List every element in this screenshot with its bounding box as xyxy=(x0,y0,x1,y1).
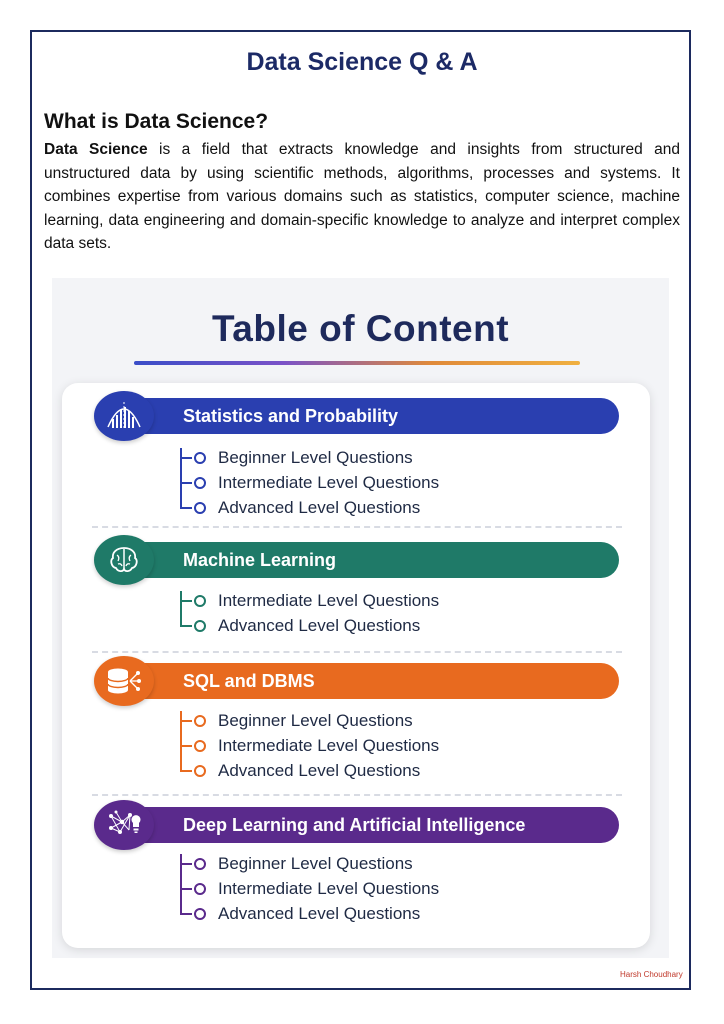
section-divider xyxy=(92,794,622,796)
toc-item-label: Intermediate Level Questions xyxy=(218,879,440,898)
connector-stub xyxy=(180,745,192,747)
toc-list-item xyxy=(180,496,420,520)
footer-author: Harsh Choudhary xyxy=(620,970,683,979)
toc-item-label: Advanced Level Questions xyxy=(218,616,421,635)
toc-list-item xyxy=(180,446,413,470)
section-divider xyxy=(92,651,622,653)
section-divider xyxy=(92,526,622,528)
toc-list-item xyxy=(180,709,413,733)
toc-list-item xyxy=(180,471,439,495)
neural-network-icon xyxy=(94,800,154,850)
toc-title-underline xyxy=(134,361,580,365)
connector-stub xyxy=(180,913,192,915)
bullet-circle-icon xyxy=(194,715,206,727)
connector-stub xyxy=(180,770,192,772)
bullet-circle-icon xyxy=(194,908,206,920)
toc-list-item xyxy=(180,614,420,638)
bullet-circle-icon xyxy=(194,620,206,632)
brain-icon xyxy=(94,535,154,585)
bar-chart-icon xyxy=(94,391,154,441)
bullet-circle-icon xyxy=(194,595,206,607)
bullet-circle-icon xyxy=(194,502,206,514)
connector-stub xyxy=(180,625,192,627)
bullet-circle-icon xyxy=(194,765,206,777)
toc-item-label: Intermediate Level Questions xyxy=(218,736,440,755)
answer-term: Data Science xyxy=(44,141,148,158)
bullet-circle-icon xyxy=(194,740,206,752)
question-heading: What is Data Science? xyxy=(44,110,269,133)
toc-item-label: Advanced Level Questions xyxy=(218,904,421,923)
section-banner: Machine Learning xyxy=(104,542,619,578)
toc-item-label: Intermediate Level Questions xyxy=(218,591,440,610)
connector-stub xyxy=(180,507,192,509)
section-banner: SQL and DBMS xyxy=(104,663,619,699)
toc-list-item xyxy=(180,902,420,926)
connector-stub xyxy=(180,863,192,865)
answer-paragraph xyxy=(44,138,680,256)
toc-item-label: Beginner Level Questions xyxy=(218,711,413,730)
database-icon xyxy=(94,656,154,706)
toc-list-item xyxy=(180,589,439,613)
bullet-circle-icon xyxy=(194,883,206,895)
bullet-circle-icon xyxy=(194,477,206,489)
toc-title: Table of Content xyxy=(211,308,510,349)
connector-stub xyxy=(180,888,192,890)
connector-stub xyxy=(180,720,192,722)
toc-list-item xyxy=(180,852,413,876)
toc-list-item xyxy=(180,759,420,783)
bullet-circle-icon xyxy=(194,858,206,870)
table-of-content-infographic xyxy=(52,278,669,958)
section-banner: Statistics and Probability xyxy=(104,398,619,434)
connector-stub xyxy=(180,482,192,484)
toc-item-label: Advanced Level Questions xyxy=(218,498,421,517)
section-banner: Deep Learning and Artificial Intelligence xyxy=(104,807,619,843)
connector-stub xyxy=(180,600,192,602)
toc-item-label: Beginner Level Questions xyxy=(218,854,413,873)
toc-list-item xyxy=(180,734,439,758)
answer-text: is a field that extracts knowledge and insights from structured and unstructured data by using scientific methods, algorithms, processes and systems. It combines expertise from various domains such as statistics, computer science, machine learning, data engineering and domain-specific knowledge to analyze and interpret complex data sets. xyxy=(44,141,680,253)
toc-item-label: Intermediate Level Questions xyxy=(218,473,440,492)
bullet-circle-icon xyxy=(194,452,206,464)
connector-stub xyxy=(180,457,192,459)
toc-item-label: Beginner Level Questions xyxy=(218,448,413,467)
page-title: Data Science Q & A xyxy=(246,48,478,76)
toc-item-label: Advanced Level Questions xyxy=(218,761,421,780)
toc-list-item xyxy=(180,877,439,901)
